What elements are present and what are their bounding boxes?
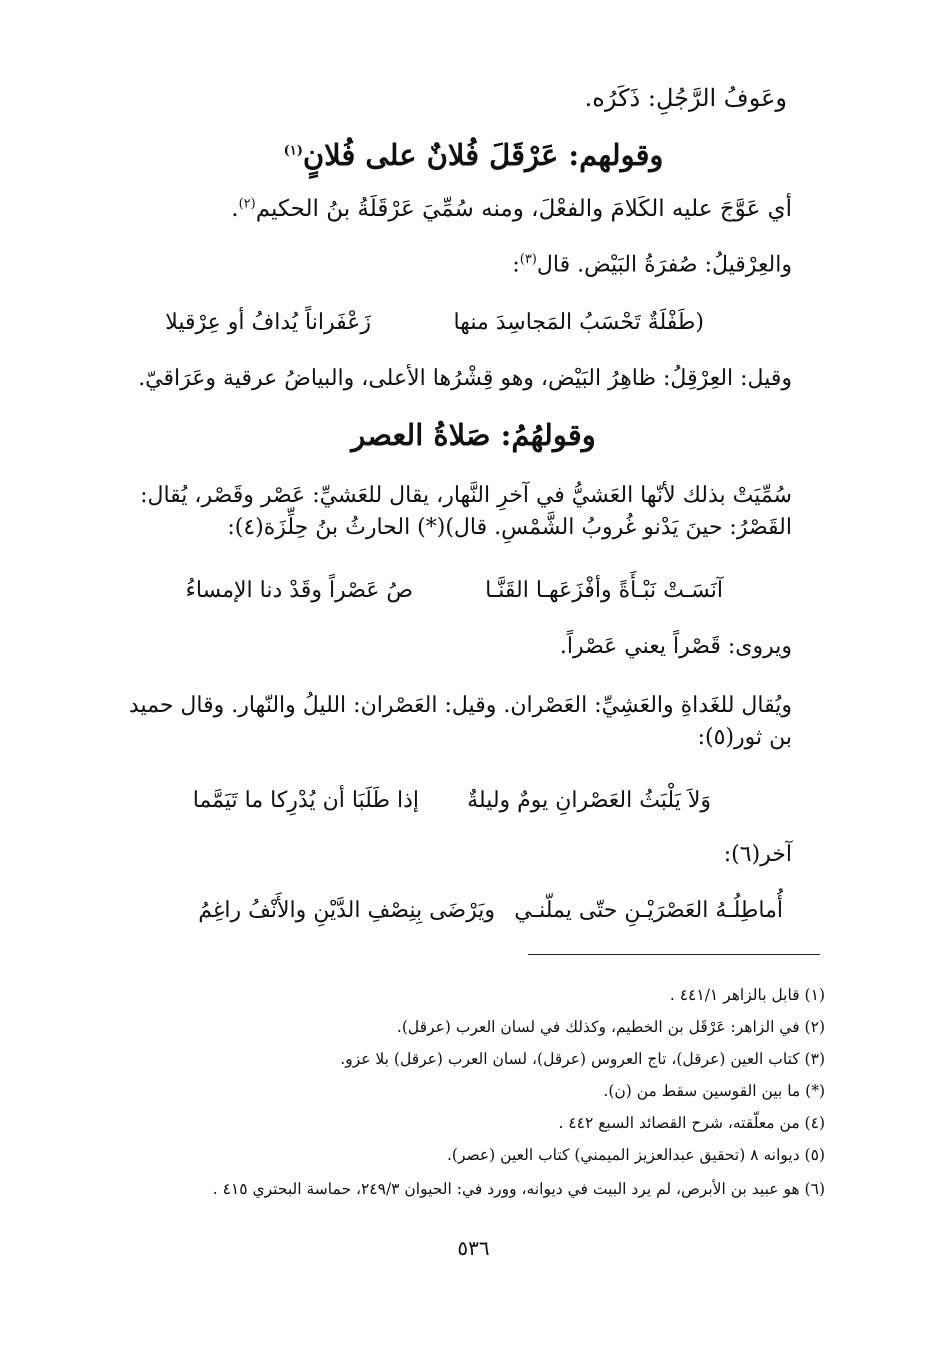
footnote: (٢) في الزاهر: عَرْقَل بن الخطيم، وكذلك في لسان العرب (عرقل). bbox=[396, 1018, 825, 1036]
footnote: (٤) من معلّقته، شرح القصائد السبع ٤٤٢ . bbox=[558, 1114, 825, 1132]
paragraph-asr: سُمِّيَتْ بذلك لأنّها العَشيُّ في آخرِ النَّهار، يقال للعَشيِّ: عَصْر وقَصْر، يُقال: القَصْرُ: حينَ يَدْنو غُروبُ الشَّمْسِ. قال)(*) الحارثُ بنُ حِلِّزَة(٤): bbox=[140, 483, 792, 540]
footnote-divider bbox=[528, 954, 820, 955]
paragraph-asran: ويُقال للغَداةِ والعَشِيِّ: العَصْران. وقيل: العَصْران: الليلُ والنّهار. وقال حميد بن ثور(٥): bbox=[128, 693, 792, 750]
footnote: (٣) كتاب العين (عرقل)، تاج العروس (عرقل)، لسان العرب (عرقل) بلا عزو. bbox=[340, 1050, 825, 1068]
paragraph-line: آخر(٦): bbox=[723, 842, 792, 867]
paragraph-line: ويروى: قَصْراً يعني عَصْراً. bbox=[559, 634, 792, 659]
heading-text: وقولهم: عَرْقَلَ فُلانٌ على فُلانٍ bbox=[302, 138, 664, 172]
footnote: (*) ما بين القوسين سقط من (ن). bbox=[603, 1082, 825, 1100]
verse-first-hemistich: آنَسَـتْ نَبْـأَةً وأفْزَعَهـا القَنَّـا bbox=[485, 578, 723, 603]
footnote: (٥) ديوانه ٨ (تحقيق عبدالعزيز الميمني) كتاب العين (عصر). bbox=[446, 1146, 825, 1164]
page-number: ٥٣٦ bbox=[457, 1236, 490, 1260]
footnote: (١) قابل بالزاهر ٤٤١/١ . bbox=[669, 986, 825, 1004]
opening-line: وعَوفُ الرَّجُلِ: ذَكَرُه. bbox=[584, 84, 787, 112]
verse-first-hemistich: (طَفْلَةٌ تَحْسَبُ المَجاسِدَ منها bbox=[453, 310, 704, 335]
verse-first-hemistich: أُماطِلُـهُ العَصْرَيْـنِ حتّى يملّنـي bbox=[514, 898, 783, 923]
paragraph-line: والعِرْقيلُ: صُفرَةُ البَيْض. قال$^{(٣)}$: bbox=[512, 252, 792, 278]
paragraph-line: وقيل: العِرْقِلُ: ظاهِرُ البَيْض، وهو قِشْرُها الأعلى، والبياضُ عرقية وعَرَاقيّ. bbox=[138, 366, 792, 391]
section-heading-arqala bbox=[0, 138, 947, 172]
verse-second-hemistich: ويَرْضَى بِنِصْفِ الدَّيْنِ والأَنْفُ راغِمُ bbox=[198, 898, 495, 923]
verse-first-hemistich: وَلاَ يَلْبَثُ العَصْرانِ يومٌ وليلةٌ bbox=[467, 788, 711, 813]
footnote: (٦) هو عبيد بن الأبرص، لم يرد البيت في ديوانه، وورد في: الحيوان ٢٤٩/٣، حماسة البحتري ٤١٥ . bbox=[212, 1180, 825, 1198]
verse-second-hemistich: إذا طَلَبَا أن يُدْرِكا ما تَيَمَّما bbox=[192, 788, 419, 813]
section-heading-asr: وقولهُمُ: صَلاةُ العصر bbox=[351, 418, 596, 452]
footnote-ref: (١) bbox=[283, 143, 303, 159]
paragraph-line: أي عَوَّجَ عليه الكَلامَ والفعْلَ، ومنه سُمِّيَ عَرْقَلَةُ بنُ الحكيم$^{(٢)}$. bbox=[231, 196, 792, 222]
verse-second-hemistich: زَعْفَراناً يُدافُ أو عِرْقيلا bbox=[165, 310, 371, 335]
footnote-ref: (٣) bbox=[519, 252, 537, 267]
footnote-ref: (٢) bbox=[238, 196, 256, 212]
verse-second-hemistich: صُ عَصْراً وقَدْ دنا الإمساءُ bbox=[185, 578, 413, 603]
